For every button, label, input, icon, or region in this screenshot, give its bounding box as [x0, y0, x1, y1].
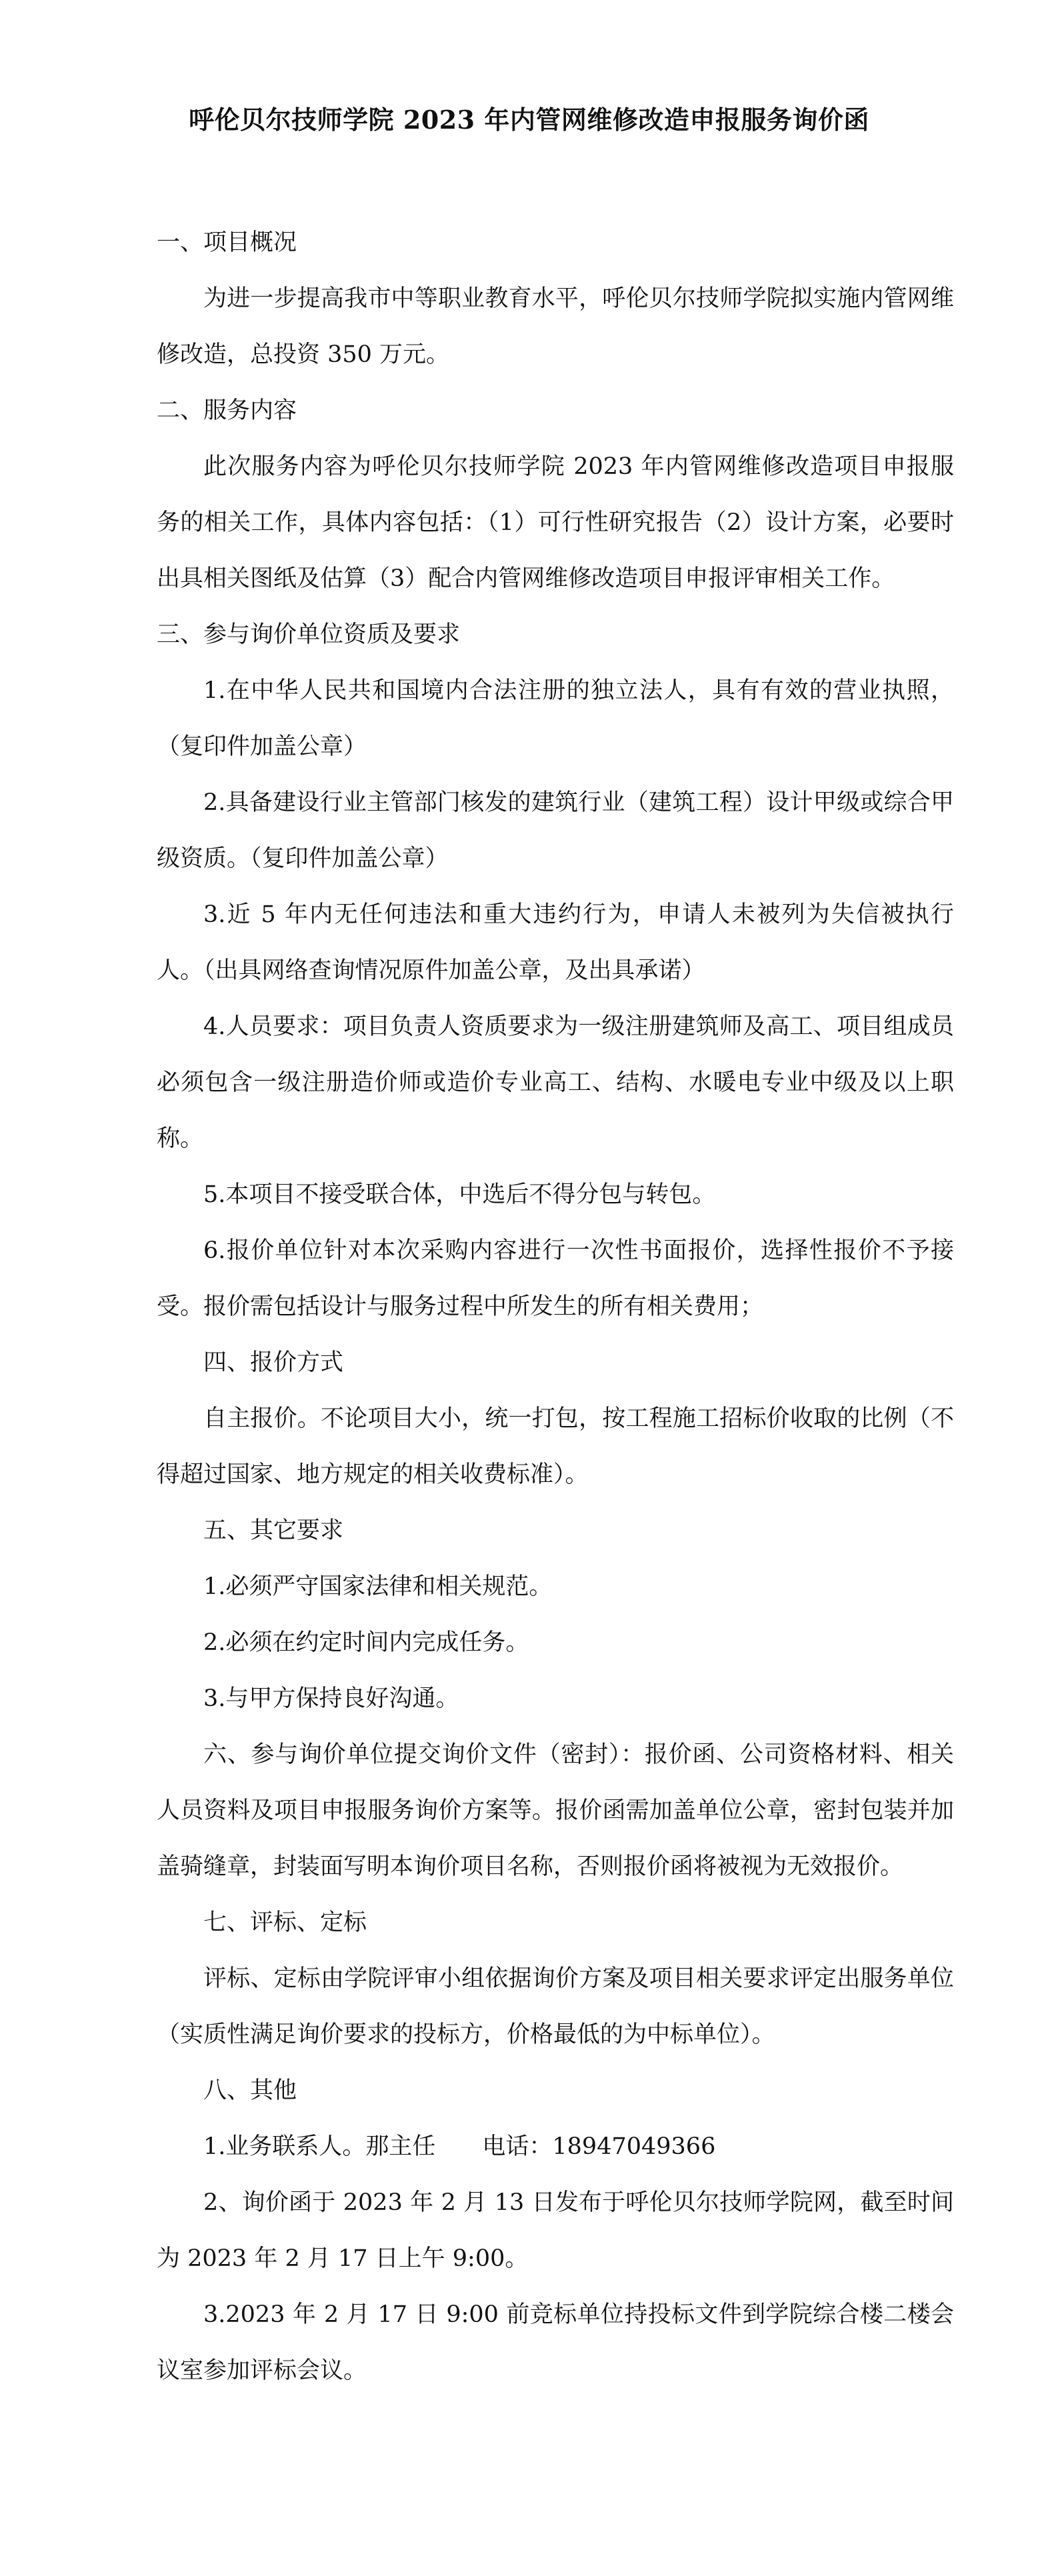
list-item-qualification-3: 3.近 5 年内无任何违法和重大违约行为，申请人未被列为失信被执行人。（出具网络查询情况原件加盖公章，及出具承诺） [157, 901, 954, 984]
list-item-qualification-6: 6.报价单位针对本次采购内容进行一次性书面报价，选择性报价不予接受。报价需包括设计与服务过程中所发生的所有相关费用； [157, 1237, 954, 1320]
section-heading-service-content: 二、服务内容 [157, 397, 297, 424]
paragraph-quotation-method: 自主报价。不论项目大小，统一打包，按工程施工招标价收取的比例（不得超过国家、地方规定的相关收费标准）。 [157, 1405, 954, 1488]
section-heading-others: 八、其他 [203, 2077, 297, 2104]
section-heading-quotation-method: 四、报价方式 [203, 1349, 344, 1376]
list-item-qualification-1: 1.在中华人民共和国境内合法注册的独立法人，具有有效的营业执照，（复印件加盖公章） [157, 677, 954, 760]
paragraph-overview: 为进一步提高我市中等职业教育水平，呼伦贝尔技师学院拟实施内管网维修改造，总投资 350 万元。 [157, 285, 954, 368]
list-item-requirement-2: 2.必须在约定时间内完成任务。 [203, 1629, 529, 1656]
document-title: 呼伦贝尔技师学院 2023 年内管网维修改造申报服务询价函 [189, 105, 869, 135]
document-body [157, 215, 954, 2399]
list-item-qualification-5: 5.本项目不接受联合体，中选后不得分包与转包。 [203, 1181, 716, 1208]
list-item-qualification-4: 4.人员要求：项目负责人资质要求为一级注册建筑师及高工、项目组成员必须包含一级注册造价师或造价专业高工、结构、水暖电专业中级及以上职称。 [157, 1013, 954, 1152]
section-heading-qualifications: 三、参与询价单位资质及要求 [157, 621, 461, 648]
paragraph-evaluation: 评标、定标由学院评审小组依据询价方案及项目相关要求评定出服务单位（实质性满足询价要求的投标方，价格最低的为中标单位）。 [157, 1965, 954, 2048]
paragraph-submission-documents: 六、参与询价单位提交询价文件（密封）：报价函、公司资格材料、相关人员资料及项目申报服务询价方案等。报价函需加盖单位公章，密封包装并加盖骑缝章，封装面写明本询价项目名称，否则报价函将被视为无效报价。 [157, 1741, 954, 1880]
section-heading-evaluation: 七、评标、定标 [203, 1909, 367, 1936]
paragraph-service-content: 此次服务内容为呼伦贝尔技师学院 2023 年内管网维修改造项目申报服务的相关工作，具体内容包括：（1）可行性研究报告（2）设计方案，必要时出具相关图纸及估算（3）配合内管网维修改造项目申报评审相关工作。 [157, 453, 954, 592]
list-item-requirement-3: 3.与甲方保持良好沟通。 [203, 1685, 459, 1712]
section-heading-overview: 一、项目概况 [157, 229, 297, 256]
list-item-requirement-1: 1.必须严守国家法律和相关规范。 [203, 1573, 553, 1600]
list-item-contact: 1.业务联系人。那主任 电话：18947049366 [203, 2133, 716, 2160]
list-item-qualification-2: 2.具备建设行业主管部门核发的建筑行业（建筑工程）设计甲级或综合甲级资质。（复印件加盖公章） [157, 789, 954, 872]
list-item-publish-date: 2、询价函于 2023 年 2 月 13 日发布于呼伦贝尔技师学院网，截至时间为 2023 年 2 月 17 日上午 9:00。 [157, 2189, 954, 2272]
section-heading-other-requirements: 五、其它要求 [203, 1517, 344, 1544]
list-item-meeting-info: 3.2023 年 2 月 17 日 9:00 前竞标单位持投标文件到学院综合楼二楼会议室参加评标会议。 [157, 2301, 954, 2384]
